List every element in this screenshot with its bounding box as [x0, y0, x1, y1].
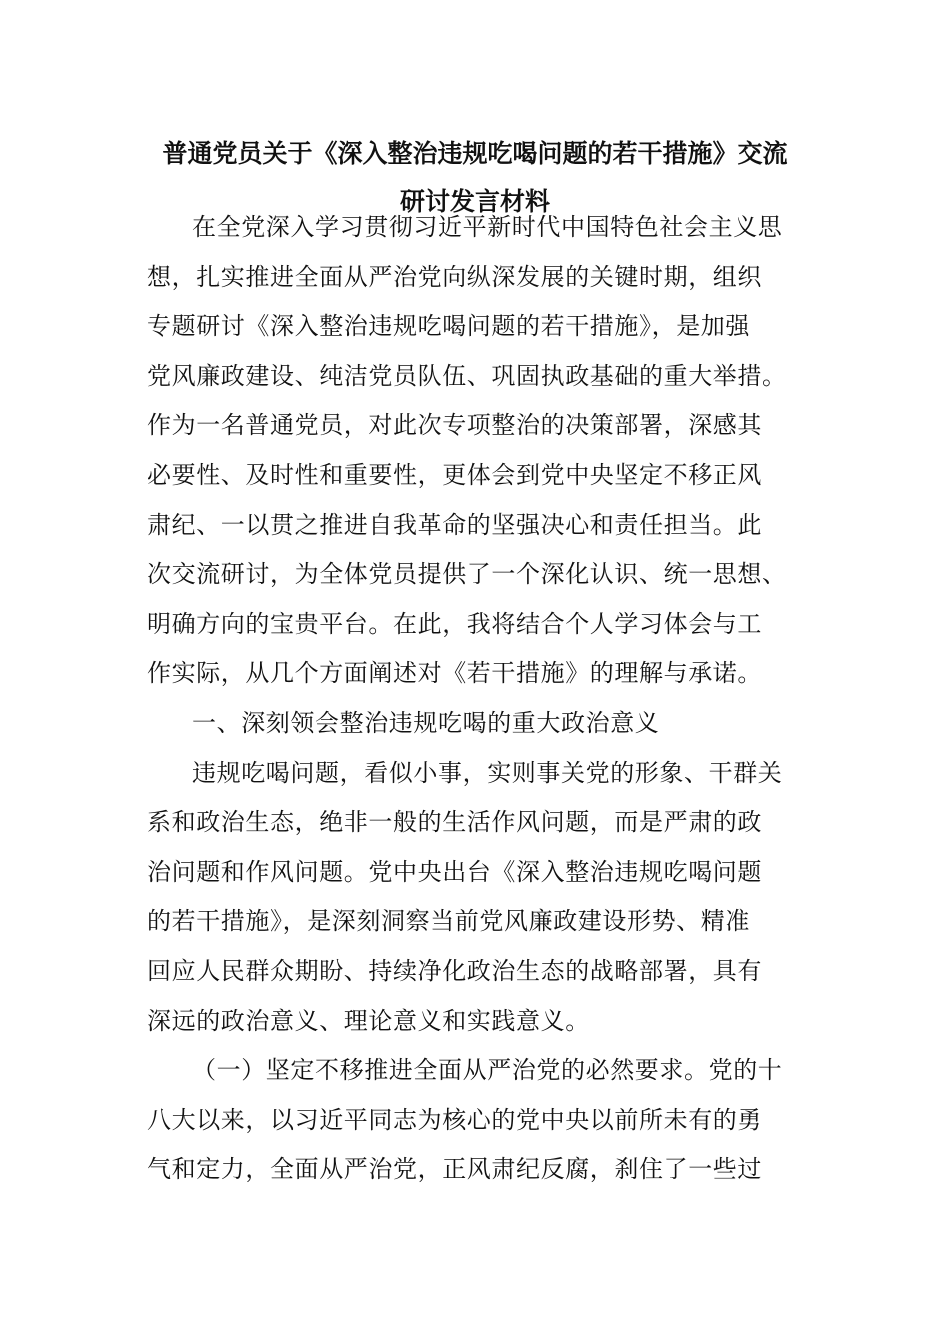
body-line: 气和定力，全面从严治党，正风肃纪反腐，刹住了一些过	[147, 1155, 762, 1184]
body-line: 明确方向的宝贵平台。在此，我将结合个人学习体会与工	[147, 609, 762, 638]
body-line: 违规吃喝问题，看似小事，实则事关党的形象、干群关	[192, 758, 783, 787]
body-line: 作为一名普通党员，对此次专项整治的决策部署，深感其	[147, 411, 762, 440]
body-line: 深远的政治意义、理论意义和实践意义。	[147, 1006, 590, 1035]
body-line: 八大以来，以习近平同志为核心的党中央以前所未有的勇	[147, 1105, 762, 1134]
body-line: 专题研讨《深入整治违规吃喝问题的若干措施》，是加强	[147, 312, 750, 341]
body-line: 回应人民群众期盼、持续净化政治生态的战略部署，具有	[147, 957, 762, 985]
body-line: 必要性、及时性和重要性，更体会到党中央坚定不移正风	[147, 461, 762, 489]
body-line: 系和政治生态，绝非一般的生活作风问题，而是严肃的政	[147, 808, 762, 837]
body-line: 作实际，从几个方面阐述对《若干措施》的理解与承诺。	[147, 659, 762, 688]
body-line: 的若干措施》，是深刻洞察当前党风廉政建设形势、精准	[147, 907, 750, 936]
body-line: 在全党深入学习贯彻习近平新时代中国特色社会主义思	[192, 213, 783, 241]
document-title-line-1: 普通党员关于《深入整治违规吃喝问题的若干措施》交流	[162, 139, 788, 168]
section-heading: 一、深刻领会整治违规吃喝的重大政治意义	[192, 709, 660, 737]
body-line: 次交流研讨，为全体党员提供了一个深化认识、统一思想、	[147, 560, 787, 589]
body-line: 治问题和作风问题。党中央出台《深入整治违规吃喝问题	[147, 857, 762, 886]
body-line: 党风廉政建设、纯洁党员队伍、巩固执政基础的重大举措。	[147, 361, 787, 390]
document-title-line-2: 研讨发言材料	[399, 187, 550, 216]
body-line: 肃纪、一以贯之推进自我革命的坚强决心和责任担当。此	[147, 510, 762, 539]
subsection-line: （一）坚定不移推进全面从严治党的必然要求。党的十	[192, 1056, 783, 1085]
body-line: 想，扎实推进全面从严治党向纵深发展的关键时期，组织	[147, 262, 762, 291]
